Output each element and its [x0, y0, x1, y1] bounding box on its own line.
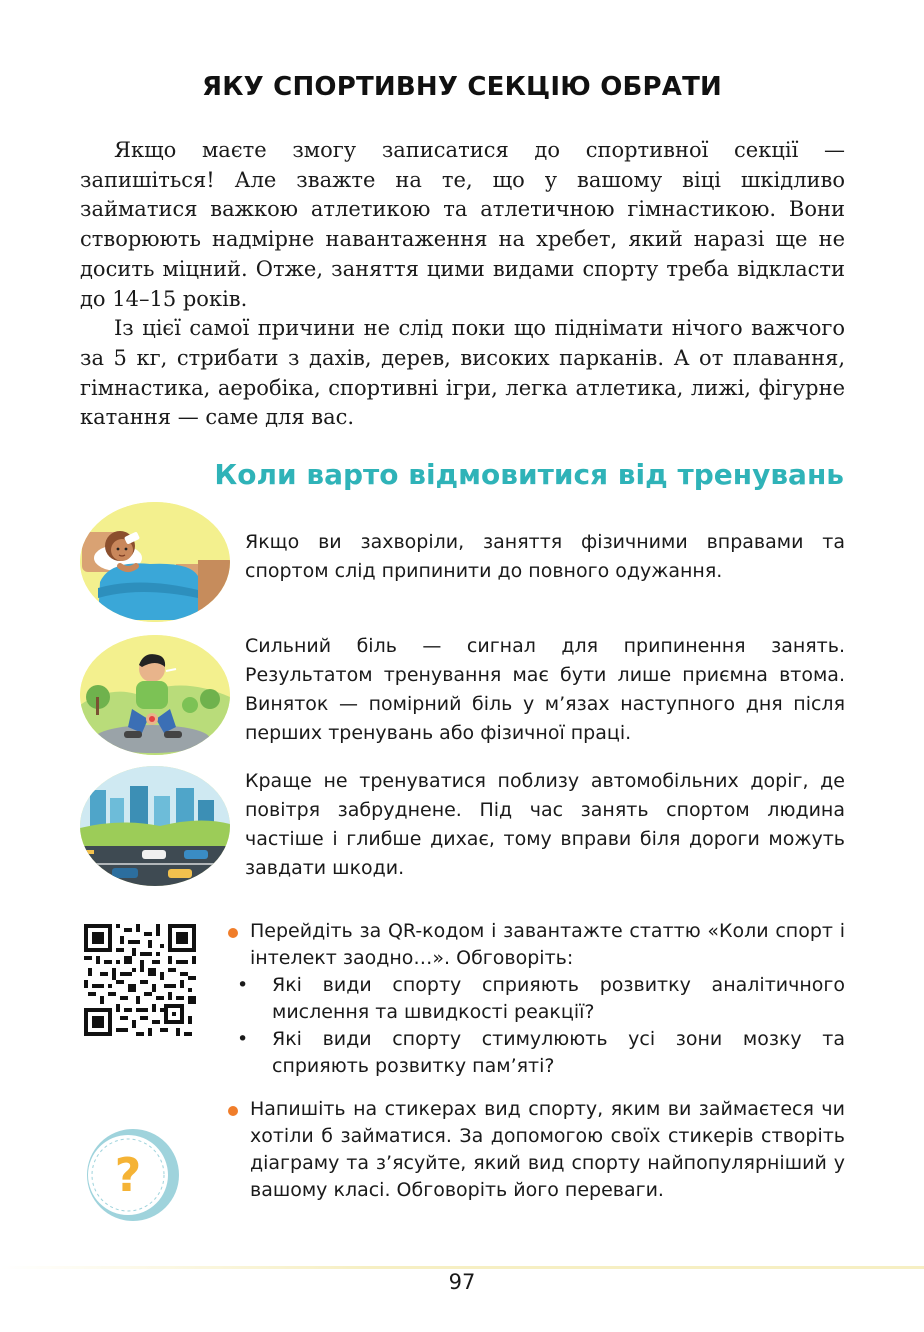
orange-bullet-icon: [228, 1106, 238, 1116]
page-number: 97: [448, 1270, 476, 1294]
bullet-dot-icon: •: [237, 1028, 249, 1050]
list-item: [237, 972, 845, 1026]
subitem-1-text: Які види спорту сприяють розвитку аналітичного мислення та швидкості реакції?: [272, 974, 845, 1023]
injured-knee-boy-illustration: [80, 635, 230, 755]
subitem-2-text: Які види спорту стимулюють усі зони мозку та сприяють розвитку пам’яті?: [272, 1028, 845, 1077]
sick-child-in-bed-illustration: [80, 502, 230, 622]
page-title: ЯКУ СПОРТИВНУ СЕКЦІЮ ОБРАТИ: [202, 72, 722, 102]
question-mark-glyph: ?: [114, 1148, 142, 1202]
orange-bullet-icon: [228, 928, 238, 938]
tip-pain: Сильний біль — сигнал для припинення занять. Результатом тренування має бути лише приємна втома. Виняток — помірний біль у м’язах наступного дня після перших тренувань або фізичної праці.: [245, 635, 845, 744]
footer-divider: [0, 1266, 924, 1269]
tip-illness: Якщо ви захворіли, заняття фізичними вправами та спортом слід припинити до повного одужання.: [245, 531, 845, 582]
city-road-traffic-illustration: [80, 766, 230, 886]
intro-paragraph-2: Із цієї самої причини не слід поки що піднімати нічого важчого за 5 кг, стрибати з дахів, дерев, високих парканів. А от плавання, гімнастика, аеробіка, спортивні ігри, легка атлетика, лижі, фігурне катання — саме для вас.: [80, 316, 845, 430]
task-2-text: Напишіть на стикерах вид спорту, яким ви займаєтеся чи хотіли б займатися. За допомогою своїх стикерів створіть діаграму та з’ясуйте, який вид спорту найпопулярніший у вашому класі. Обговоріть його переваги.: [250, 1098, 845, 1201]
qr-code-icon[interactable]: [84, 924, 196, 1036]
intro-text: [80, 136, 845, 433]
section-heading: Коли варто відмовитися від тренувань: [214, 458, 844, 491]
task-qr-discussion: [228, 918, 845, 1080]
task-1-text: Перейдіть за QR-кодом і завантажте статтю «Коли спорт і інтелект заодно…». Обговоріть:: [250, 920, 845, 969]
question-mark-icon: [86, 1128, 180, 1222]
list-item: [237, 1026, 845, 1080]
tip-roads: Краще не тренуватися поблизу автомобільних доріг, де повітря забруднене. Під час занять спортом людина частіше і глибше дихає, тому вправи біля дороги можуть завдати шкоди.: [245, 770, 845, 879]
intro-paragraph-1: Якщо маєте змогу записатися до спортивної секції — запишіться! Але зважте на те, що у вашому віці шкідливо займатися важкою атлетикою та атлетичною гімнастикою. Вони створюють надмірне навантаження на хребет, який наразі ще не досить міцний. Отже, заняття цими видами спорту треба відкласти до 14–15 років.: [80, 138, 845, 311]
bullet-dot-icon: •: [237, 974, 249, 996]
task-stickers-diagram: [228, 1096, 845, 1204]
